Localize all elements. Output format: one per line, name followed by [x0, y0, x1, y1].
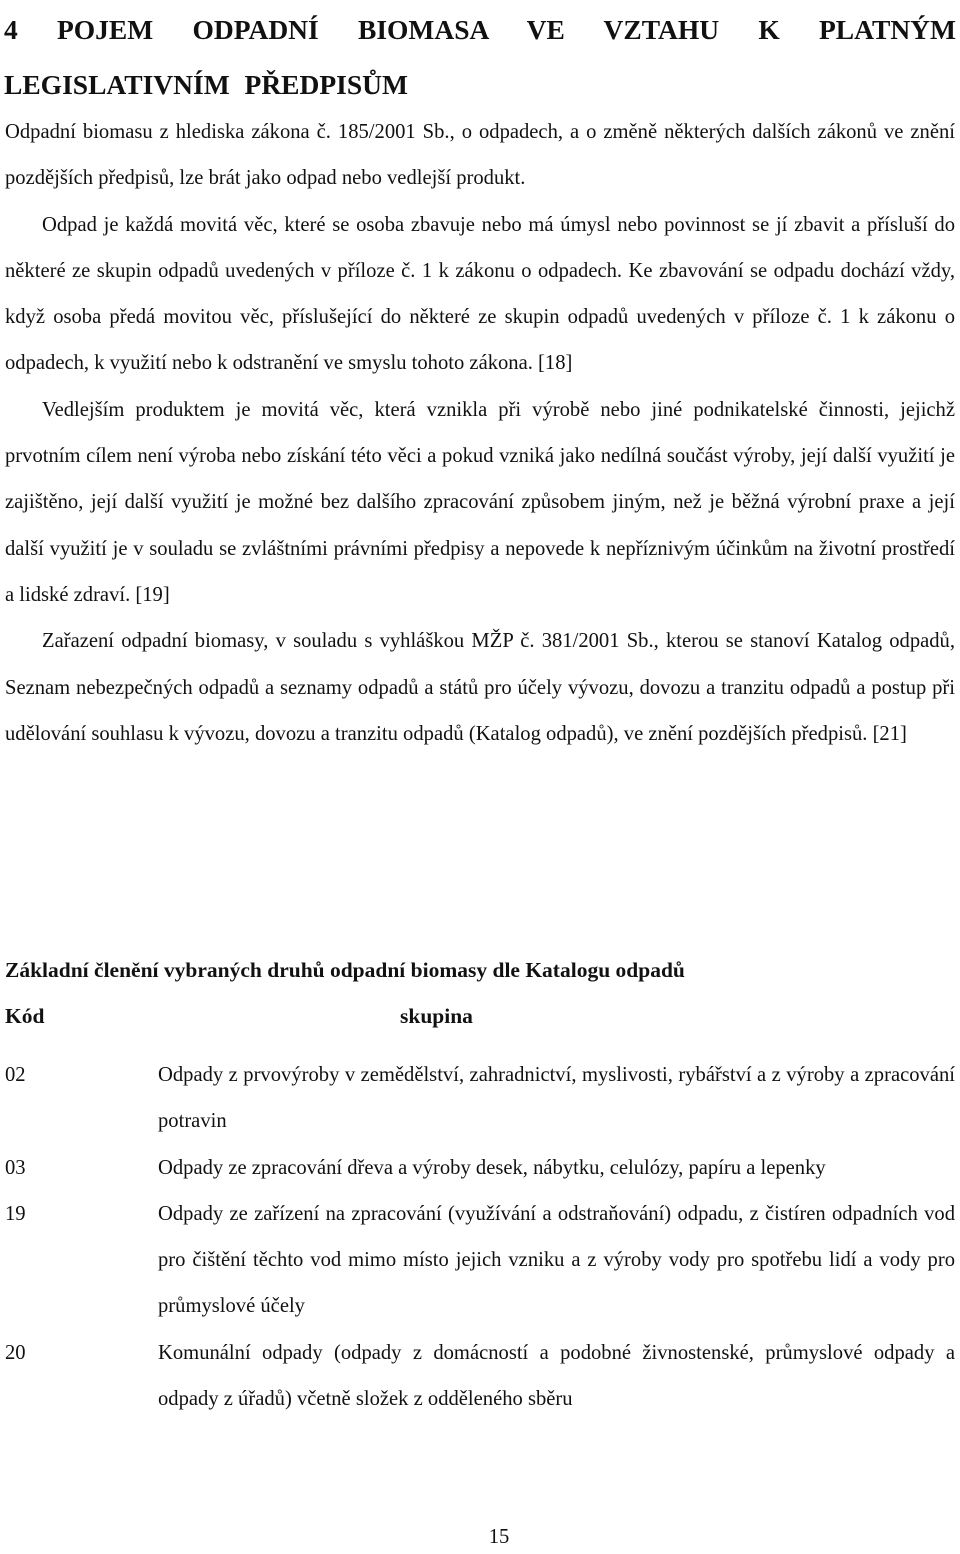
paragraph-intro: Odpadní biomasu z hlediska zákona č. 185/2001 Sb., o odpadech, a o změně některých dalších zákonů ve znění pozdějších předpisů, lze brát jako odpad nebo vedlejší produkt.	[5, 121, 955, 190]
paragraph-classification: Zařazení odpadní biomasy, v souladu s vyhláškou MŽP č. 381/2001 Sb., kterou se stanoví Katalog odpadů, Seznam nebezpečných odpadů a seznamy odpadů a států pro účely vývozu, dovozu a tranzitu odpadů a postup při udělování souhlasu k vývozu, dovozu a tranzitu odpadů (Katalog odpadů), ve znění pozdějších předpisů. [21]	[5, 630, 955, 745]
catalog-table-header	[5, 996, 955, 1036]
row-description: Odpady ze zpracování dřeva a výroby desek, nábytku, celulózy, papíru a lepenky	[158, 1156, 826, 1179]
column-header-group: skupina	[400, 1004, 473, 1028]
row-code: 20	[5, 1341, 26, 1364]
catalog-heading: Základní členění vybraných druhů odpadní biomasy dle Katalogu odpadů	[5, 958, 685, 982]
body-text	[5, 109, 955, 757]
paragraph-by-product-definition: Vedlejším produktem je movitá věc, která vznikla při výrobě nebo jiné podnikatelské činnosti, jejichž prvotním cílem není výroba nebo získání této věci a pokud vzniká jako nedílná součást výroby, její další využití je zajištěno, její další využití je možné bez dalšího zpracování způsobem jiným, než je běžná výrobní praxe a její další využití je v souladu se zvláštními právními předpisy a nepovede k nepříznivým účinkům na životní prostředí a lidské zdraví. [19]	[5, 398, 955, 606]
paragraph-waste-definition: Odpad je každá movitá věc, které se osoba zbavuje nebo má úmysl nebo povinnost se jí zbavit a přísluší do některé ze skupin odpadů uvedených v příloze č. 1 k zákonu o odpadech. Ke zbavování se odpadu dochází vždy, když osoba předá movitou věc, příslušející do některé ze skupin odpadů uvedených v příloze č. 1 k zákonu o odpadech, k využití nebo k odstranění ve smyslu tohoto zákona. [18]	[5, 213, 955, 375]
table-row	[5, 1191, 955, 1330]
table-row	[5, 1330, 955, 1423]
catalog-table	[5, 1052, 955, 1422]
chapter-title: 4 POJEM ODPADNÍ BIOMASA VE VZTAHU K PLATNÝM LEGISLATIVNÍM PŘEDPISŮM	[4, 14, 956, 100]
page-number: 15	[488, 1526, 510, 1548]
table-row	[5, 1052, 955, 1145]
row-code: 03	[5, 1156, 26, 1179]
row-description: Odpady z prvovýroby v zemědělství, zahradnictví, myslivosti, rybářství a z výroby a zpracování potravin	[158, 1064, 955, 1133]
row-code: 19	[5, 1202, 26, 1225]
column-header-code: Kód	[5, 1004, 45, 1028]
row-description: Komunální odpady (odpady z domácností a podobné živnostenské, průmyslové odpady a odpady z úřadů) včetně složek z odděleného sběru	[158, 1341, 955, 1411]
row-description: Odpady ze zařízení na zpracování (využívání a odstraňování) odpadu, z čistíren odpadních vod pro čištění těchto vod mimo místo jejich vzniku a z výroby vody pro spotřebu lidí a vody pro průmyslové účely	[158, 1202, 955, 1318]
row-code: 02	[5, 1064, 26, 1086]
table-row	[5, 1145, 955, 1191]
